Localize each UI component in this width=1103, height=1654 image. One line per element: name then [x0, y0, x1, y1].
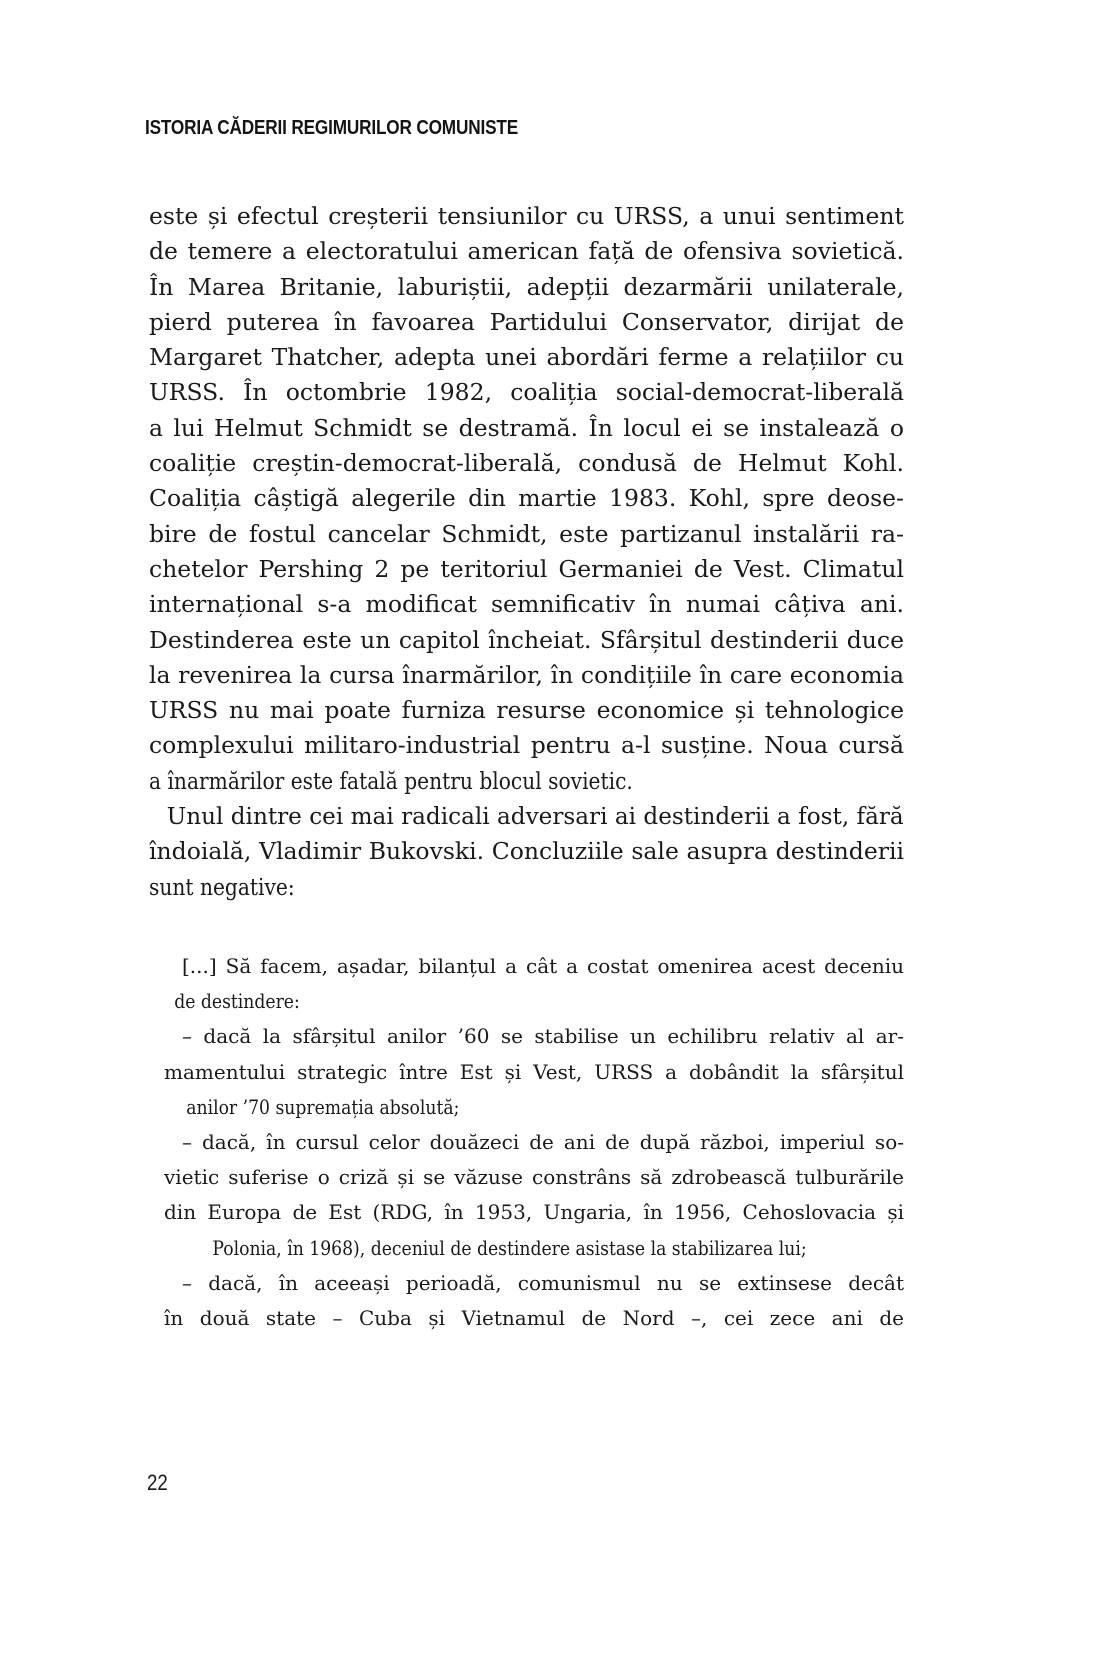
- text-line: bire de fostul cancelar Schmidt, este partizanul instalării ra-: [149, 519, 904, 548]
- text-line: pierd puterea în favoarea Partidului Conservator, dirijat de: [149, 307, 904, 336]
- paragraph-1: [149, 199, 904, 799]
- text-line: chetelor Pershing 2 pe teritoriul Germaniei de Vest. Climatul: [149, 554, 904, 583]
- text-line: Destinderea este un capitol încheiat. Sfârșitul destinderii duce: [149, 625, 904, 654]
- running-head: ISTORIA CĂDERII REGIMURILOR COMUNISTE: [145, 117, 519, 139]
- quote-line: de destindere:: [174, 989, 300, 1014]
- quote-line: din Europa de Est (RDG, în 1953, Ungaria, în 1956, Cehoslovacia și: [164, 1200, 904, 1225]
- text-line: Margaret Thatcher, adepta unei abordări ferme a relațiilor cu: [149, 343, 904, 372]
- text-line: coaliție creștin-democrat-liberală, condusă de Helmut Kohl.: [149, 449, 904, 478]
- quote-line: vietic suferise o criză și se văzuse constrâns să zdrobească tulburările: [164, 1165, 904, 1190]
- quote-line: – dacă, în aceeași perioadă, comunismul nu se extinsese decât: [182, 1270, 904, 1295]
- page-number: 22: [147, 1470, 168, 1495]
- text-line: este și efectul creșterii tensiunilor cu URSS, a unui sentiment: [149, 202, 904, 230]
- quote-line: Polonia, în 1968), deceniul de destindere asistase la stabilizarea lui;: [212, 1235, 807, 1260]
- text-line: În Marea Britanie, laburiștii, adepții dezarmării unilaterale,: [149, 272, 904, 301]
- quote-line: – dacă la sfârșitul anilor ’60 se stabilise un echilibru relativ al ar-: [182, 1024, 904, 1049]
- text-line: la revenirea la cursa înarmărilor, în condițiile în care economia: [149, 660, 904, 689]
- text-line: Coaliția câștigă alegerile din martie 1983. Kohl, spre deose-: [149, 484, 904, 513]
- text-line: internațional s-a modificat semnificativ în numai câțiva ani.: [149, 590, 904, 619]
- text-line: URSS. În octombrie 1982, coaliția social-democrat-liberală: [149, 378, 904, 407]
- quote-item-2: [164, 1125, 904, 1266]
- quote-line: anilor ’70 supremația absolută;: [186, 1094, 460, 1119]
- text-line: sunt negative:: [149, 872, 295, 901]
- quote-line: [...] Să facem, așadar, bilanțul a cât a costat omenirea acest deceniu: [182, 954, 904, 978]
- block-quote: [164, 949, 904, 1336]
- text-line: Unul dintre cei mai radicali adversari ai destinderii a fost, fără: [166, 802, 904, 831]
- quote-item-1: [164, 1019, 904, 1125]
- body-text: [149, 199, 904, 905]
- text-line: îndoială, Vladimir Bukovski. Concluziile sale asupra destinderii: [149, 837, 904, 866]
- quote-line: mamentului strategic între Est și Vest, URSS a dobândit la sfârșitul: [164, 1059, 904, 1084]
- quote-line: – dacă, în cursul celor douăzeci de ani de după război, imperiul so-: [182, 1129, 904, 1154]
- text-line: complexului militaro-industrial pentru a-l susține. Noua cursă: [149, 731, 904, 760]
- text-line: a lui Helmut Schmidt se destramă. În locul ei se instalează o: [149, 413, 904, 442]
- text-line: a înarmărilor este fatală pentru blocul sovietic.: [149, 766, 633, 795]
- text-line: de temere a electoratului american față de ofensiva sovietică.: [149, 237, 904, 266]
- quote-line: în două state – Cuba și Vietnamul de Nord –, cei zece ani de: [164, 1305, 904, 1330]
- text-line: URSS nu mai poate furniza resurse economice și tehnologice: [149, 696, 904, 725]
- paragraph-2: [149, 799, 904, 905]
- quote-item-3: [164, 1266, 904, 1336]
- quote-intro: [164, 949, 904, 1019]
